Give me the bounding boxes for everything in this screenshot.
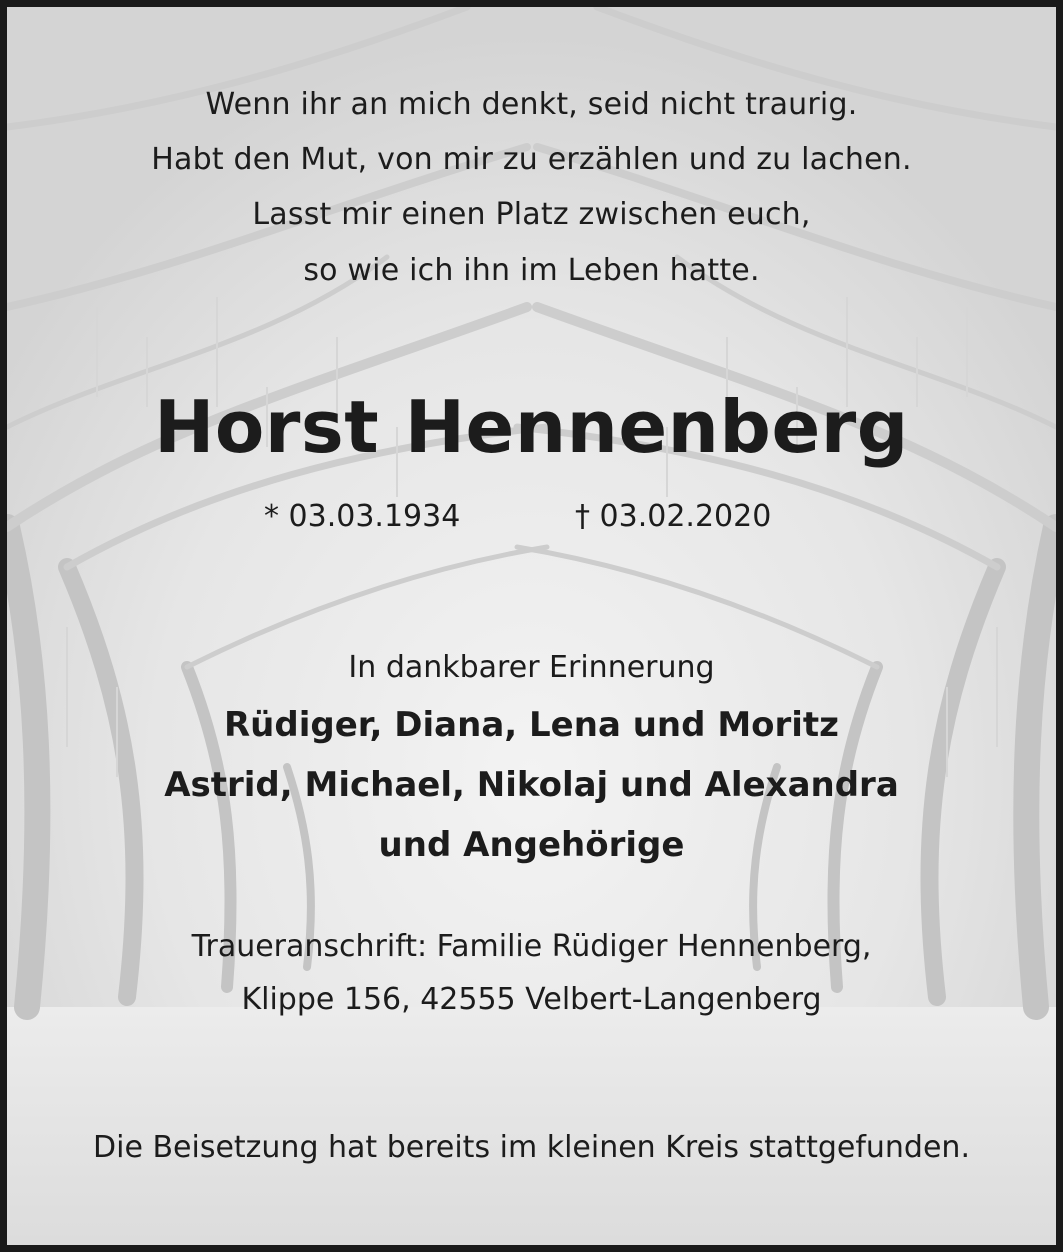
mourners-line-3: und Angehörige [378,825,685,865]
poem-line-4: so wie ich ihn im Leben hatte. [303,253,760,288]
deceased-name: Horst Hennenberg [154,385,909,469]
remembrance-intro: In dankbarer Erinnerung [348,650,715,685]
poem-line-3: Lasst mir einen Platz zwischen euch, [252,197,811,232]
death-date: † 03.02.2020 [575,499,772,534]
poem-line-2: Habt den Mut, von mir zu erzählen und zu lachen. [151,142,912,177]
address-line-1: Traueranschrift: Familie Rüdiger Hennenberg, [191,929,872,964]
notice-content [7,7,1056,1245]
birth-date: * 03.03.1934 [264,499,461,534]
address-line-2: Klippe 156, 42555 Velbert-Langenberg [241,982,822,1017]
poem-line-1: Wenn ihr an mich denkt, seid nicht traurig. [205,87,858,122]
mourners-line-1: Rüdiger, Diana, Lena und Moritz [224,705,839,745]
burial-note: Die Beisetzung hat bereits im kleinen Kreis stattgefunden. [93,1130,970,1165]
mourners-line-2: Astrid, Michael, Nikolaj und Alexandra [164,765,899,805]
life-dates [7,499,1056,539]
